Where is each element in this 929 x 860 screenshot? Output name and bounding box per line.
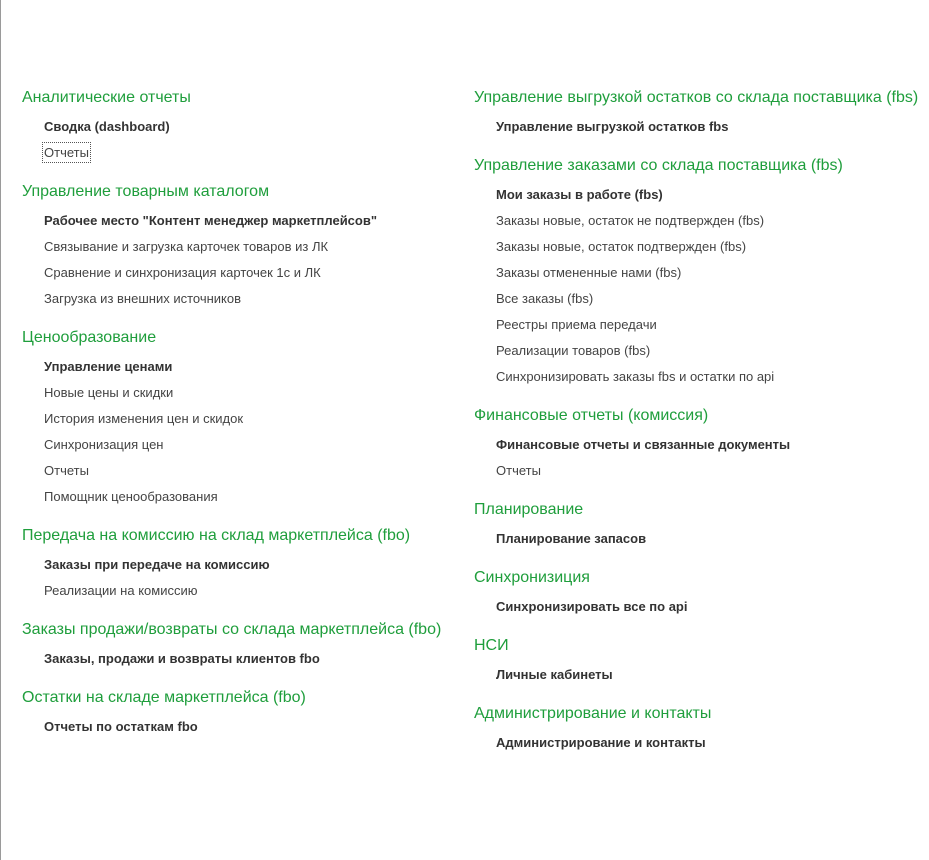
menu-link-label: Финансовые отчеты и связанные документы (496, 437, 791, 452)
menu-section (474, 156, 924, 390)
section-title: Управление товарным каталогом (22, 183, 270, 200)
section-title: Ценообразование (22, 329, 157, 346)
menu-link[interactable] (495, 432, 924, 458)
section-items (474, 432, 924, 484)
left-menu-column (22, 88, 462, 756)
menu-link-label: Управление ценами (44, 359, 173, 374)
menu-link[interactable] (495, 594, 924, 620)
section-items (22, 114, 462, 166)
menu-link-label: Заказы при передаче на комиссию (44, 557, 270, 572)
menu-link[interactable] (43, 114, 462, 140)
section-title: Заказы продажи/возвраты со склада маркетплейса (fbo) (22, 621, 442, 638)
menu-section (474, 88, 924, 140)
menu-section (22, 688, 462, 740)
menu-link[interactable] (43, 234, 462, 260)
menu-link[interactable] (495, 662, 924, 688)
menu-link-label: Заказы отмененные нами (fbs) (496, 265, 682, 280)
section-items (474, 182, 924, 390)
section-title: НСИ (474, 637, 509, 654)
menu-link-label: Новые цены и скидки (44, 385, 174, 400)
section-items (474, 594, 924, 620)
menu-link[interactable] (43, 208, 462, 234)
menu-link[interactable] (495, 182, 924, 208)
menu-link-label: Администрирование и контакты (496, 735, 706, 750)
section-title: Администрирование и контакты (474, 705, 712, 722)
section-items (22, 208, 462, 312)
menu-link-label: Синхронизировать заказы fbs и остатки по api (496, 369, 775, 384)
menu-link-label: Отчеты (496, 463, 541, 478)
right-menu-column (474, 88, 924, 772)
menu-section (474, 636, 924, 688)
section-title: Финансовые отчеты (комиссия) (474, 407, 709, 424)
menu-link-label: Помощник ценообразования (44, 489, 218, 504)
menu-link-label: Реестры приема передачи (496, 317, 657, 332)
menu-link[interactable] (43, 286, 462, 312)
section-items (22, 552, 462, 604)
menu-link-label: Управление выгрузкой остатков fbs (496, 119, 729, 134)
menu-link[interactable] (43, 432, 462, 458)
menu-link[interactable] (495, 364, 924, 390)
menu-link[interactable] (43, 260, 462, 286)
menu-link[interactable] (495, 208, 924, 234)
menu-link-label: Синхронизировать все по api (496, 599, 688, 614)
section-items (474, 730, 924, 756)
menu-link[interactable] (495, 730, 924, 756)
menu-link[interactable] (43, 484, 462, 510)
section-title: Аналитические отчеты (22, 89, 191, 106)
menu-link-label: Синхронизация цен (44, 437, 164, 452)
menu-link-label: Реализации товаров (fbs) (496, 343, 651, 358)
menu-link-label: Заказы новые, остаток не подтвержден (fbs) (496, 213, 765, 228)
section-items (22, 354, 462, 510)
section-items (474, 114, 924, 140)
menu-link-label: Отчеты (44, 145, 89, 160)
menu-link[interactable] (495, 260, 924, 286)
menu-link-label: Заказы, продажи и возвраты клиентов fbo (44, 651, 320, 666)
menu-link-label: Личные кабинеты (496, 667, 613, 682)
menu-section (474, 500, 924, 552)
menu-link[interactable] (495, 458, 924, 484)
menu-link[interactable] (495, 526, 924, 552)
menu-link-label: Рабочее место "Контент менеджер маркетплейсов" (44, 213, 378, 228)
menu-link[interactable] (43, 458, 462, 484)
menu-link[interactable] (495, 312, 924, 338)
menu-section (474, 406, 924, 484)
menu-link[interactable] (43, 380, 462, 406)
section-title: Передача на комиссию на склад маркетплейса (fbo) (22, 527, 411, 544)
menu-link-label: Заказы новые, остаток подтвержден (fbs) (496, 239, 747, 254)
menu-link[interactable] (495, 286, 924, 312)
menu-link[interactable] (43, 552, 462, 578)
menu-link-label: Реализации на комиссию (44, 583, 198, 598)
menu-link[interactable] (495, 338, 924, 364)
section-items (22, 646, 462, 672)
section-items (22, 714, 462, 740)
menu-link-label: Отчеты (44, 463, 89, 478)
section-title: Остатки на складе маркетплейса (fbo) (22, 689, 306, 706)
menu-link[interactable] (43, 406, 462, 432)
section-items (474, 526, 924, 552)
menu-section (474, 568, 924, 620)
menu-link[interactable] (43, 714, 462, 740)
menu-link-label: Все заказы (fbs) (496, 291, 594, 306)
menu-link[interactable] (43, 578, 462, 604)
section-title: Планирование (474, 501, 584, 518)
menu-link-label: Загрузка из внешних источников (44, 291, 242, 306)
menu-link-label: Мои заказы в работе (fbs) (496, 187, 663, 202)
menu-link[interactable] (43, 354, 462, 380)
menu-section (22, 620, 462, 672)
menu-link[interactable] (495, 114, 924, 140)
menu-section (22, 526, 462, 604)
menu-link[interactable] (495, 234, 924, 260)
section-title: Управление выгрузкой остатков со склада поставщика (fbs) (474, 89, 919, 106)
section-title: Управление заказами со склада поставщика (fbs) (474, 157, 843, 174)
menu-link-label: Связывание и загрузка карточек товаров из ЛК (44, 239, 329, 254)
menu-link[interactable] (43, 646, 462, 672)
menu-link-label: Планирование запасов (496, 531, 647, 546)
menu-link-label: Сводка (dashboard) (44, 119, 170, 134)
menu-link[interactable] (43, 140, 462, 166)
section-items (474, 662, 924, 688)
menu-section (22, 182, 462, 312)
menu-link-label: Отчеты по остаткам fbo (44, 719, 198, 734)
menu-link-label: Сравнение и синхронизация карточек 1с и ЛК (44, 265, 321, 280)
menu-section (22, 88, 462, 166)
menu-section (474, 704, 924, 756)
menu-section (22, 328, 462, 510)
section-title: Синхронизиция (474, 569, 590, 586)
window-left-border (0, 0, 1, 860)
menu-link-label: История изменения цен и скидок (44, 411, 244, 426)
